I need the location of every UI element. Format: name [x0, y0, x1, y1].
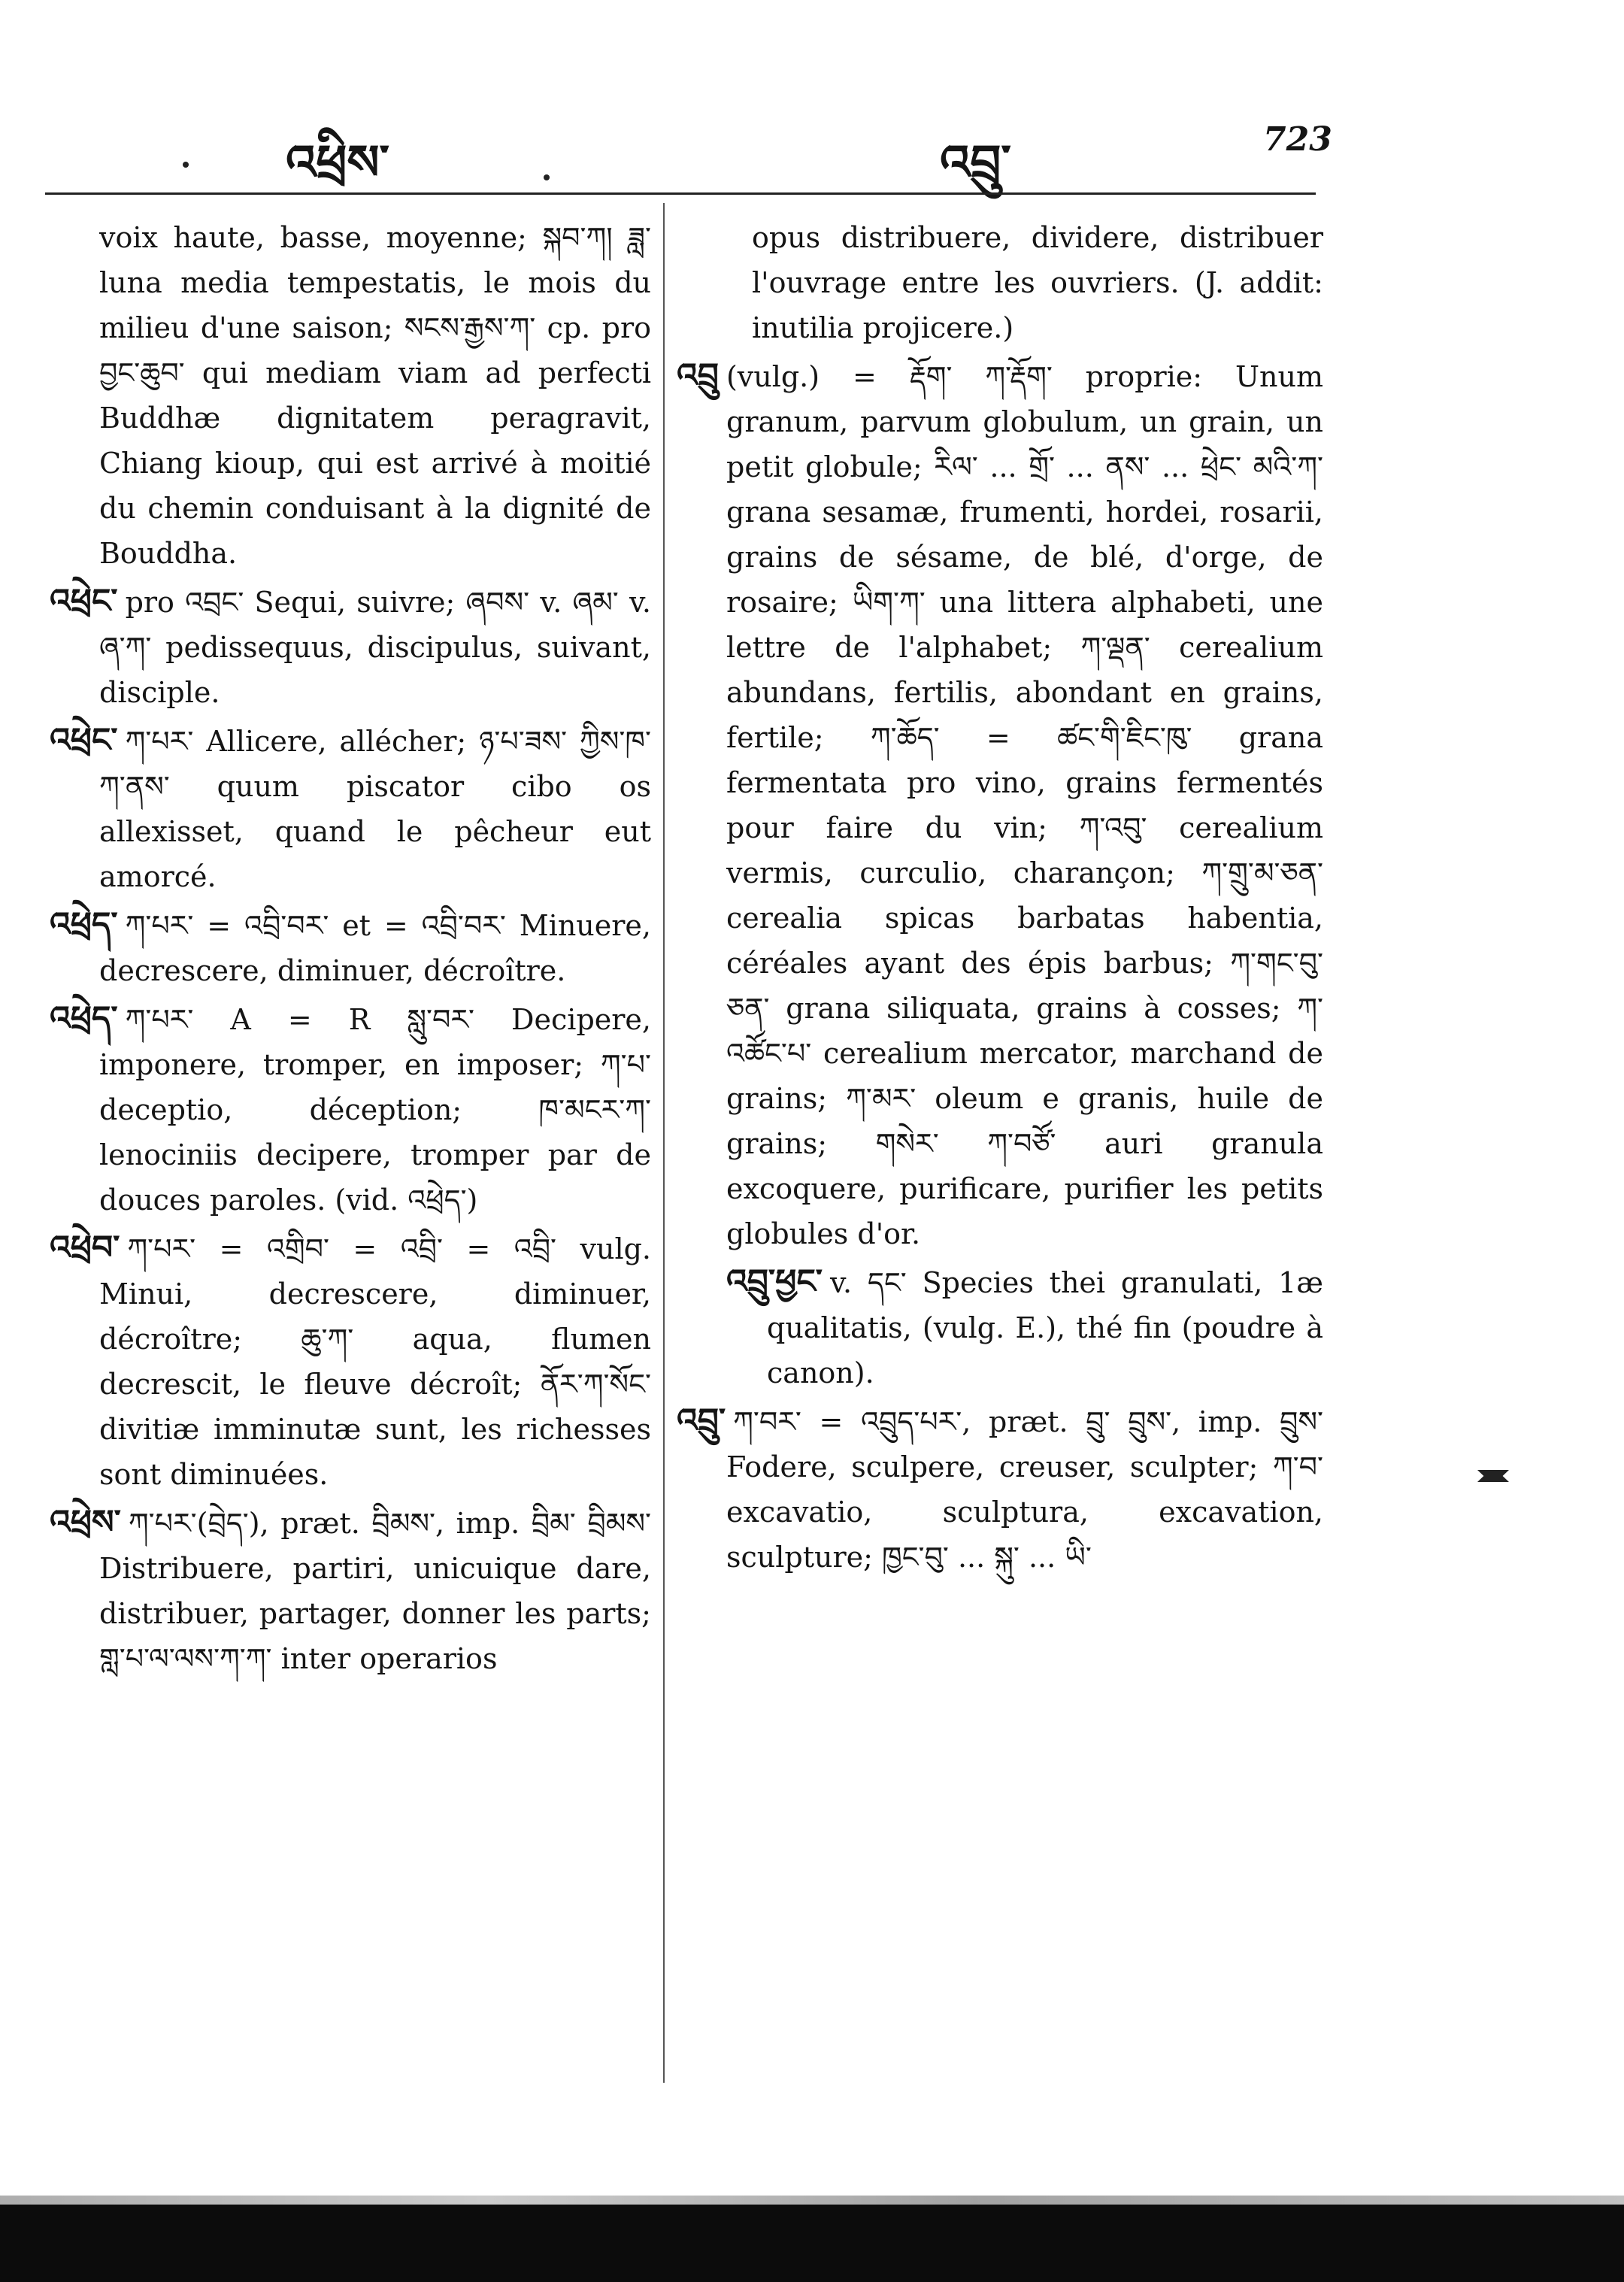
- entry-headword: འབྲུ: [677, 356, 719, 395]
- printer-mark: [1477, 1470, 1509, 1482]
- dictionary-entry: [50, 902, 651, 993]
- entry-headword: འཕྲེད་: [50, 999, 118, 1038]
- entry-headword: འཕྲེབ་: [50, 1229, 120, 1267]
- entry-text: voix haute, basse, moyenne; སྐབ་ཀ། ཟླ་ luna media tempestatis, le mois du milieu d'une saison; སངས་རྒྱས་ཀ་ cp. pro བྱང་ཆུབ་ qui mediam viam ad perfecti Buddhæ dignitatem peragravit, Chiang kioup, qui est arrivé à moitié du chemin conduisant à la dignité de Bouddha.: [99, 221, 651, 570]
- entry-headword: འཕྲེས་: [50, 1503, 121, 1541]
- entry-text: ཀ་པར་(བྲེད་), præt. བྲིམས་, imp. བྲིམ་ བྲིམས་ Distribuere, partiri, unicuique dare, distribuer, partager, donner les parts; གླ་པ་ལ་ལས་ཀ་ཀ་ inter operarios: [99, 1507, 651, 1675]
- entry-text: ཀ་བར་ = འབྲུད་པར་, præt. བྲུ་ བྲུས་, imp. བྲུས་ Fodere, sculpere, creuser, sculpter; ཀ་བ་ excavatio, sculptura, excavation, sculpture; ཁྱང་བུ་ ... སྐུ་ ... ཡི་: [726, 1405, 1323, 1574]
- dictionary-entry: [50, 579, 651, 715]
- entry-text: ཀ་པར་ = འགྲིབ་ = འབྲི་ = འབྲི་ vulg. Minui, decrescere, diminuer, décroître; ཆུ་ཀ་ aqua, flumen decrescit, le fleuve décroît; ནོར་ཀ་སོང་ divitiæ imminutæ sunt, les richesses sont diminuées.: [99, 1232, 651, 1491]
- entry-text: ཀ་པར་ A = R སླུ་བར་ Decipere, imponere, tromper, en imposer; ཀ་པ་ deceptio, déception; ཁ་མངར་ཀ་ lenociniis decipere, tromper par de douces paroles. (vid. འཕྲེད་): [99, 1003, 651, 1217]
- left-column: [50, 215, 651, 1684]
- entry-text: opus distribuere, dividere, distribuer l'ouvrage entre les ouvriers. (J. addit: inutilia projicere.): [752, 221, 1323, 344]
- left-running-headword: འཕྲིས་: [286, 135, 389, 191]
- dictionary-subentry: [677, 1259, 1323, 1396]
- entry-headword: འཕྲེད་: [50, 905, 118, 944]
- dictionary-entry: [677, 353, 1323, 1256]
- dictionary-entry: [50, 1500, 651, 1681]
- dictionary-entry: [50, 215, 651, 576]
- entry-headword: འབྲུ་ཕྱང་: [726, 1262, 823, 1301]
- page-number: 723: [1263, 120, 1332, 159]
- right-column: [677, 215, 1323, 1583]
- ink-dot: [183, 162, 189, 168]
- dictionary-entry: [50, 1226, 651, 1497]
- dictionary-entry: [50, 718, 651, 899]
- entry-text: v. དང་ Species thei granulati, 1æ qualitatis, (vulg. E.), thé fin (poudre à canon).: [767, 1266, 1323, 1390]
- entry-text: ཀ་པར་ Allicere, allécher; ཉ་པ་ཟས་ ཀྱིས་ཁ་ཀ་ནས་ quum piscator cibo os allexisset, quand le pêcheur eut amorcé.: [99, 725, 651, 893]
- entry-headword: འབྲུ་: [677, 1402, 726, 1440]
- header-rule: [45, 192, 1316, 195]
- dictionary-entry: [50, 996, 651, 1223]
- entry-text: ཀ་པར་ = འབྲི་བར་ et = འབྲི་བར་ Minuere, decrescere, diminuer, décroître.: [99, 909, 651, 987]
- entry-headword: འཕྲེང་: [50, 721, 118, 759]
- dictionary-entry: [677, 1399, 1323, 1580]
- ink-dot: [544, 174, 550, 180]
- entry-headword: འཕྲེང་: [50, 582, 118, 620]
- dictionary-entry: [677, 215, 1323, 350]
- page-header: [0, 0, 1624, 211]
- center-running-headword: འབྲུ་: [940, 135, 1011, 191]
- column-divider: [663, 203, 665, 2083]
- scan-bottom-border: [0, 2205, 1624, 2282]
- entry-text: (vulg.) = རྡོག་ ཀ་རྡོག་ proprie: Unum granum, parvum globulum, un grain, un petit globule; རིལ་ ... གྲོ་ ... ནས་ ... ཕྲེང་ མའི་ཀ་ grana sesamæ, frumenti, hordei, rosarii, grains de sésame, de blé, d'orge, de rosaire; ཡིག་ཀ་ una littera alphabeti, une lettre de l'alphabet; ཀ་ལྡན་ cerealium abundans, fertilis, abondant en grains, fertile; ཀ་ཆོད་ = ཚང་གི་ཇིང་ཁུ་ grana fermentata pro vino, grains fermentés pour faire du vin; ཀ་འབུ་ cerealium vermis, curculio, charançon; ཀ་གྲུ་མ་ཅན་ cerealia spicas barbatas habentia, céréales ayant des épis barbus; ཀ་གང་བུ་ཅན་ grana siliquata, grains à cosses; ཀ་འཚོང་པ་ cerealium mercator, marchand de grains; ཀ་མར་ oleum e granis, huile de grains; གསེར་ ཀ་བཙོ་ auri granula excoquere, purificare, purifier les petits globules d'or.: [726, 360, 1323, 1250]
- entry-text: pro འབྲང་ Sequi, suivre; ཞབས་ v. ཞམ་ v. ཞ་ཀ་ pedissequus, discipulus, suivant, disciple.: [99, 586, 651, 709]
